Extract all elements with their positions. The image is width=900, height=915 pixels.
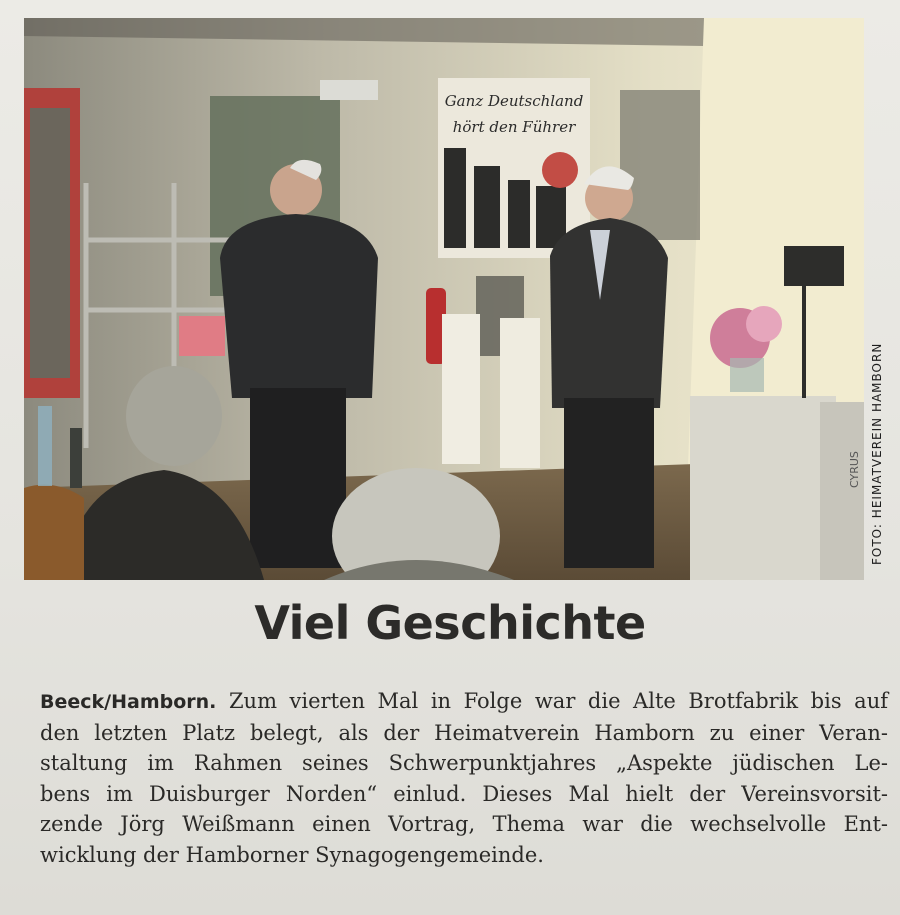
article-line-6: wicklung der Hamborner Synagogengemeinde. (40, 842, 544, 867)
photo-credit-prefix: FOTO: (870, 523, 884, 565)
photo-credit-name: HEIMATVEREIN HAMBORN (870, 342, 884, 519)
photo-credit (870, 343, 884, 565)
article-line-4: bens im Duisburger Norden“ einlud. Dieses Mal hielt der Vereinsvorsit- (40, 781, 888, 806)
article-line-5: zende Jörg Weißmann einen Vortrag, Thema war die wechselvolle Ent- (40, 812, 888, 836)
article-body (40, 686, 888, 870)
wall-banner-line1: Ganz Deutschland (444, 92, 584, 110)
article-line-3: staltung im Rahmen seines Schwerpunktjahres „Aspekte jüdischen Le- (40, 751, 888, 775)
article-photo (24, 18, 864, 580)
article-dateline: Beeck/Hamborn. (40, 691, 217, 713)
article-line-1 (40, 686, 888, 718)
photographer-mark: CYRUS (848, 451, 861, 488)
article-line-2: den letzten Platz belegt, als der Heimatverein Hamborn zu einer Veran- (40, 720, 888, 745)
wall-banner-line2: hört den Führer (452, 118, 576, 136)
article-headline: Viel Geschichte (254, 596, 646, 650)
article-line-1-text: Zum vierten Mal in Folge war die Alte Brotfabrik bis auf (216, 689, 888, 713)
